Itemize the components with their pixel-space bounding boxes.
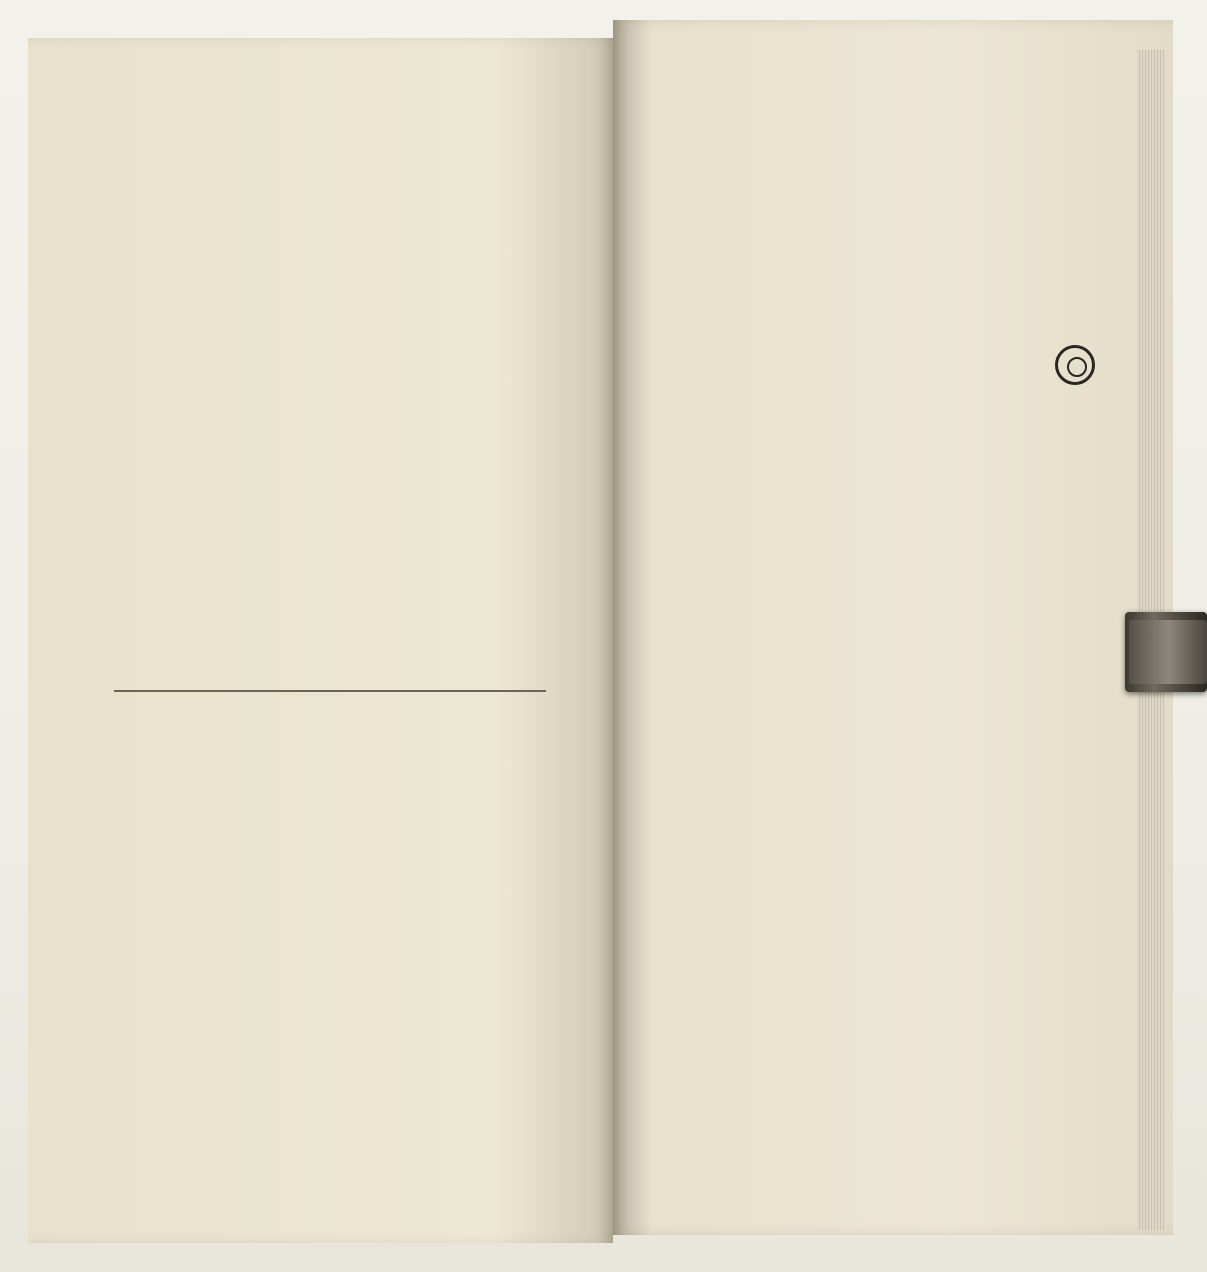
- double-circle-icon: [1055, 345, 1095, 385]
- section-divider: [114, 690, 546, 692]
- right-page: [613, 20, 1173, 1235]
- right-page-title: [1055, 345, 1095, 385]
- left-page: [28, 38, 613, 1243]
- binder-clip: [1125, 612, 1207, 692]
